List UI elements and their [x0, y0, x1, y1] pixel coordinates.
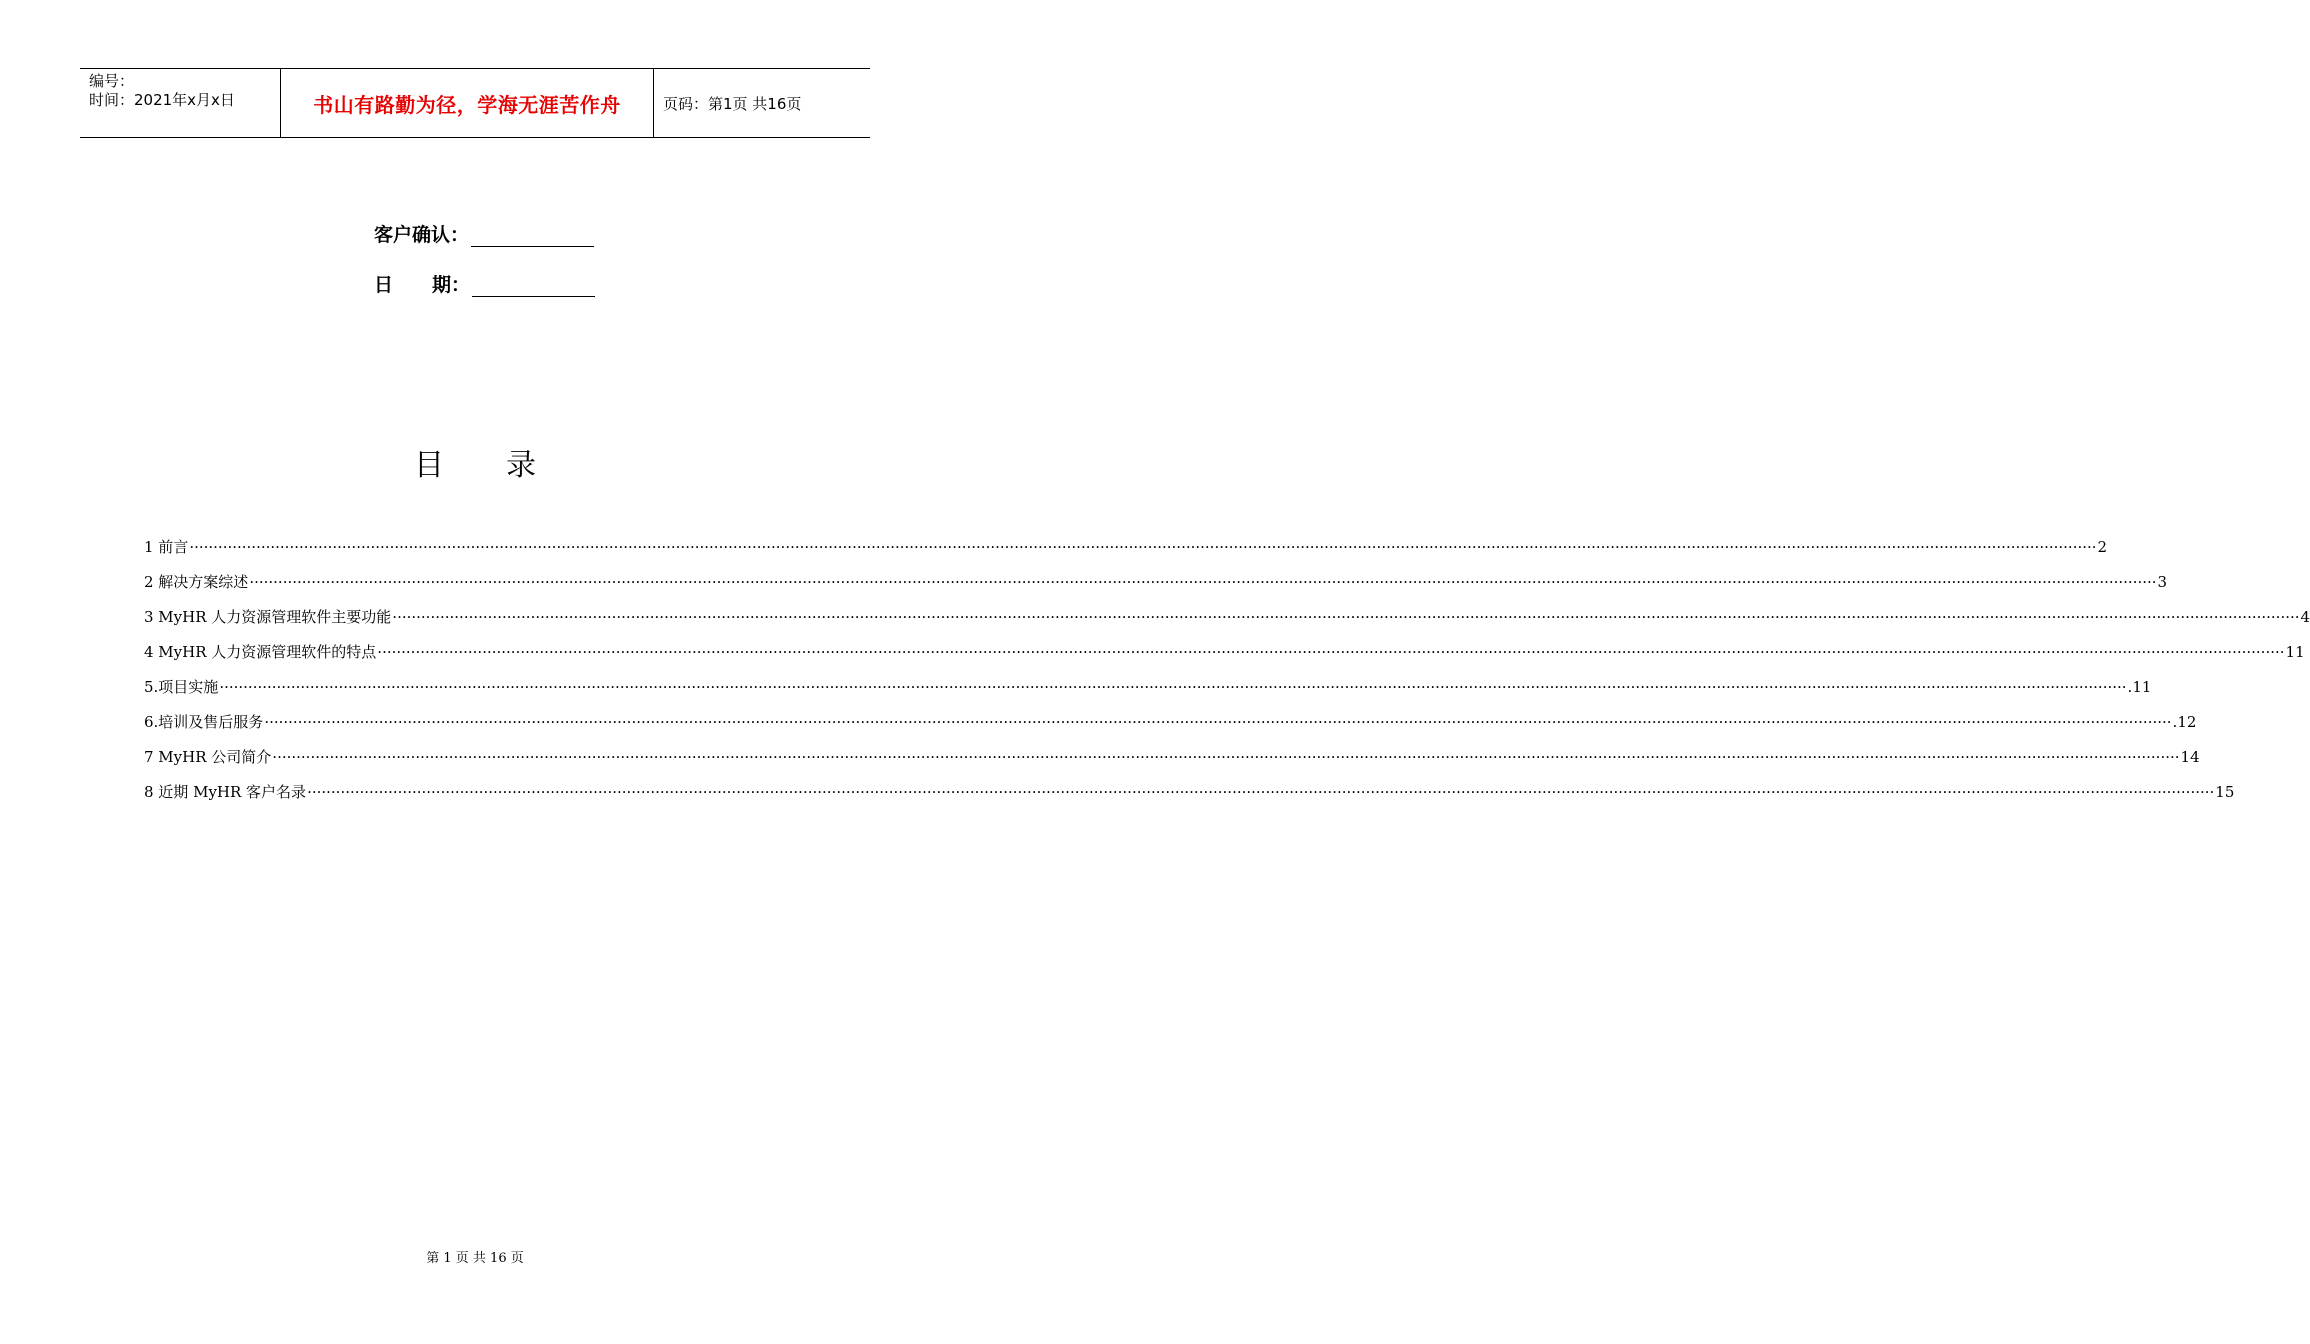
- toc-entry[interactable]: [144, 536, 2108, 571]
- toc-entry-page: 4: [2300, 608, 2310, 626]
- date-label-char: 日: [374, 274, 394, 296]
- customer-signature-blank: [471, 226, 594, 247]
- toc-entry-label: 8 近期 MyHR 客户名录: [144, 783, 307, 801]
- customer-confirm-label: 客户确认：: [374, 224, 470, 246]
- toc-entry-label: 7 MyHR 公司简介: [144, 748, 272, 766]
- toc-leader-dots: ················································································································································································································································································································································································································: [392, 608, 2300, 626]
- date-confirm-line: [374, 270, 595, 297]
- toc-entry[interactable]: [144, 781, 2235, 816]
- customer-confirm-line: [374, 220, 594, 247]
- toc-leader-dots: ················································································································································································································································································································································································································: [219, 678, 2127, 696]
- toc-entry-page: 2: [2097, 538, 2108, 556]
- toc-entry-page: 14: [2180, 748, 2200, 766]
- toc-leader-dots: ················································································································································································································································································································································································································: [189, 538, 2097, 556]
- toc-title: [0, 440, 950, 484]
- document-number: 编号：: [89, 72, 135, 90]
- toc-entry[interactable]: [144, 676, 2152, 711]
- toc-leader-dots: ················································································································································································································································································································································································································: [307, 783, 2215, 801]
- toc-leader-dots: ················································································································································································································································································································································································································: [264, 713, 2172, 731]
- toc-entry-label: 6.培训及售后服务: [144, 713, 264, 731]
- toc-entry[interactable]: [144, 571, 2168, 606]
- toc-entry-label: 5.项目实施: [144, 678, 219, 696]
- toc-entry[interactable]: [144, 746, 2200, 781]
- toc-title-char: 目: [414, 448, 444, 483]
- table-of-contents: [144, 536, 2310, 816]
- toc-entry-page: 3: [2157, 573, 2168, 591]
- header-page-info: 页码：第1页 共16页: [663, 94, 802, 113]
- toc-entry-label: 2 解决方案综述: [144, 573, 249, 591]
- page-footer: 第 1 页 共 16 页: [426, 1251, 524, 1266]
- toc-entry-label: 1 前言: [144, 538, 189, 556]
- toc-entry-page: 15: [2215, 783, 2235, 801]
- toc-entry-page: .12: [2172, 713, 2197, 731]
- toc-entry[interactable]: [144, 641, 2305, 676]
- toc-entry[interactable]: [144, 711, 2197, 746]
- toc-entry-page: 11: [2285, 643, 2305, 661]
- header-motto: 书山有路勤为径，学海无涯苦作舟: [281, 69, 654, 137]
- page-header: [80, 68, 870, 138]
- toc-entry[interactable]: [144, 606, 2310, 641]
- date-blank: [472, 276, 595, 297]
- toc-entry-label: 4 MyHR 人力资源管理软件的特点: [144, 643, 377, 661]
- toc-title-char: 录: [506, 448, 536, 483]
- date-label-char: 期：: [431, 274, 470, 296]
- document-date: 时间：2021年x月x日: [89, 91, 235, 109]
- toc-leader-dots: ················································································································································································································································································································································································································: [377, 643, 2285, 661]
- toc-leader-dots: ················································································································································································································································································································································································································: [272, 748, 2180, 766]
- toc-entry-label: 3 MyHR 人力资源管理软件主要功能: [144, 608, 392, 626]
- date-label: [374, 270, 470, 297]
- header-meta: [80, 69, 281, 137]
- toc-entry-page: .11: [2127, 678, 2152, 696]
- toc-leader-dots: ················································································································································································································································································································································································································: [249, 573, 2157, 591]
